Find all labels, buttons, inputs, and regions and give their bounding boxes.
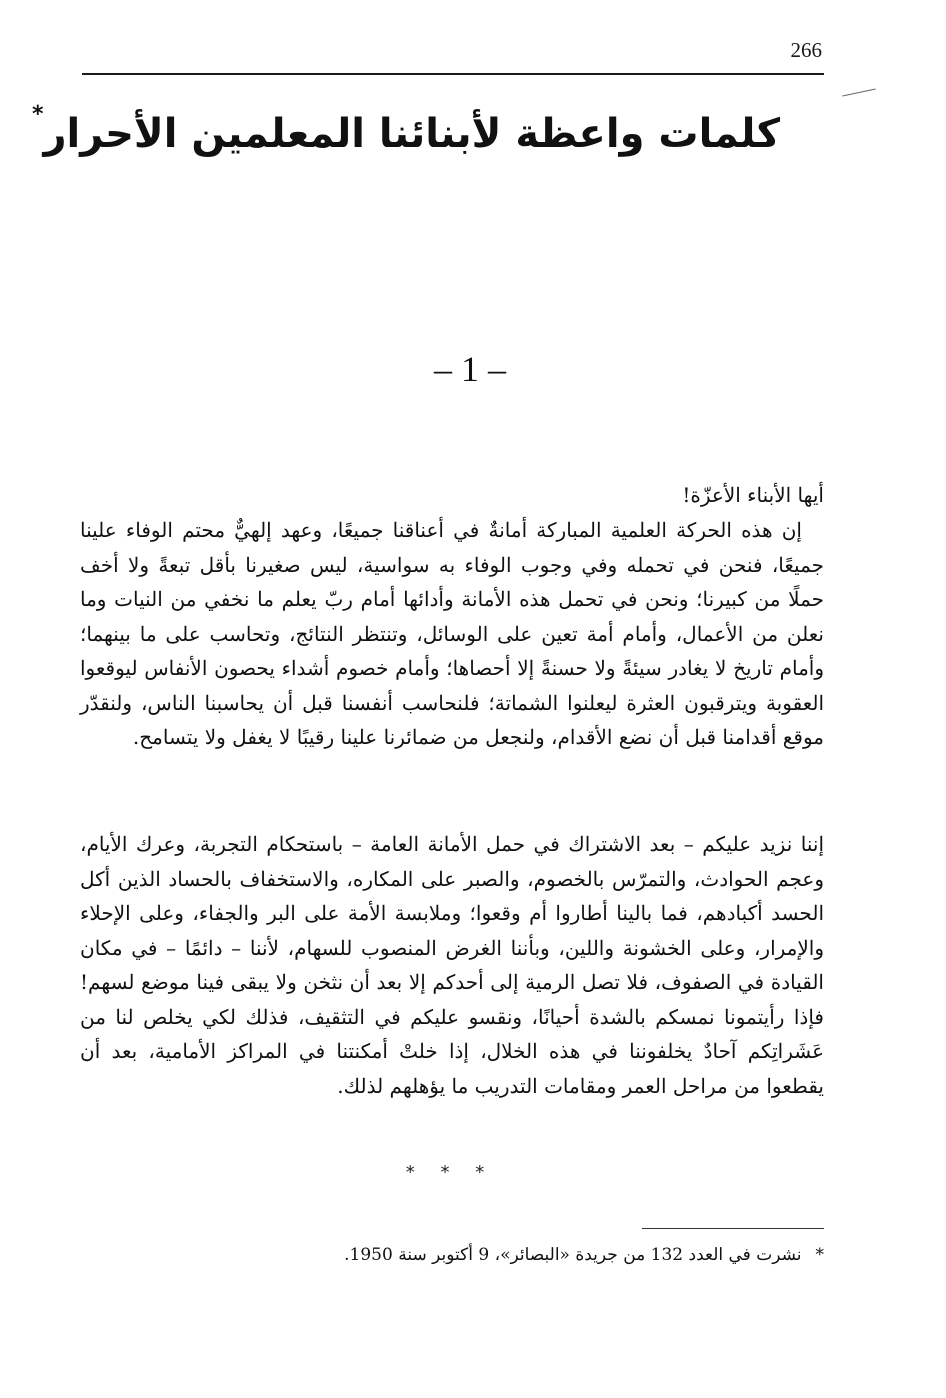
footnote-text: نشرت في العدد 132 من جريدة «البصائر»، 9 أكتوبر سنة 1950. xyxy=(344,1245,802,1265)
article-title xyxy=(31,102,780,164)
header-rule xyxy=(82,73,824,75)
title-footnote-marker: * xyxy=(31,102,44,127)
paragraph-1: إن هذه الحركة العلمية المباركة أمانةٌ في أعناقنا جميعًا، وعهد إلهيٌّ محتم الوفاء علينا جميعًا، فنحن في تحمله وفي وجوب الوفاء به سواسية، ليس صغيرنا بأقل تبعةً ولا أخف حملًا من كبيرنا؛ ونحن في تحمل هذه الأمانة وأدائها أمام ربّ يعلم ما نخفي من النيات وما نعلن من الأعمال، وأمام أمة تعين على الوسائل، وتنتظر النتائج، وتحاسب على ما بينهما؛ وأمام تاريخ لا يغادر سيئةً ولا حسنةً إلا أحصاها؛ وأمام خصوم أشداء يحصون الأنفاس ليوقعوا العقوبة ويترقبون العثرة ليعلنوا الشماتة؛ فلنحاسب أنفسنا قبل أن يحاسبنا الناس، ولنقدّر موقع أقدامنا قبل أن نضع الأقدام، ولنجعل من ضمائرنا علينا رقيبًا لا يغفل ولا يتسامح. xyxy=(80,518,825,749)
page-number: 266 xyxy=(790,38,822,62)
article-title-text: كلمات واعظة لأبنائنا المعلمين الأحرار xyxy=(43,111,780,157)
salutation: أيها الأبناء الأعزّة! xyxy=(682,483,824,507)
paragraph-2: إننا نزيد عليكم – بعد الاشتراك في حمل الأمانة العامة – باستحكام التجربة، وعرك الأيام، وعجم الحوادث، والتمرّس بالخصوم، والصبر على المكاره، والاستخفاف بالحساد الذين أكل الحسد أكبادهم، فما بالينا أطاروا أم وقعوا؛ وملابسة الأمة على البر والجفاء، وعلى الإحلاء والإمرار، وعلى الخشونة واللين، وبأننا الغرض المنصوب للسهام، لأننا – دائمًا – في مكان القيادة في الصفوف، فلا تصل الرمية إلى أحدكم إلا بعد أن نثخن ولا يبقى فينا موضع لسهم! فإذا رأيتمونا نمسكم بالشدة أحيانًا، ونقسو عليكم في التثقيف، فذلك لكي يخلص لنا من عَشَراتِكم آحادٌ يخلفوننا في هذه الخلال، إذا خلتْ أمكنتنا في المراكز الأمامية، بعد أن يقطعوا من مراحل العمر ومقامات التدريب ما يؤهلهم لذلك. xyxy=(80,832,824,1098)
footnote-marker: * xyxy=(815,1245,824,1265)
footnote-rule xyxy=(642,1228,824,1229)
stray-pen-mark xyxy=(842,88,875,96)
section-number: – 1 – xyxy=(434,349,506,389)
section-separator: * * * xyxy=(405,1162,495,1183)
footnote xyxy=(240,1238,824,1272)
